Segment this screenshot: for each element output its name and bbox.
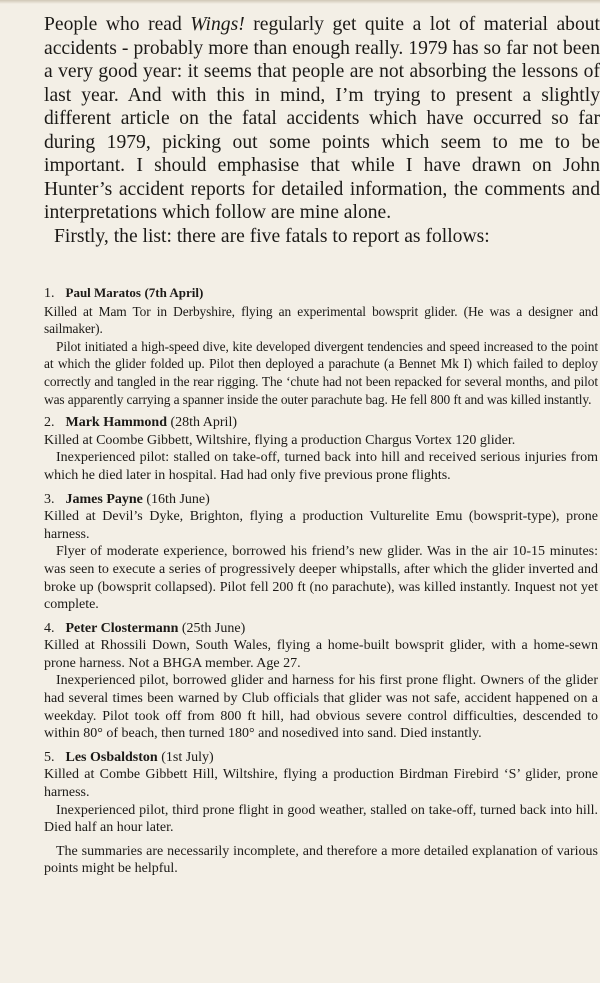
- accident-date: (7th April): [144, 285, 204, 300]
- accident-number: 4.: [44, 620, 55, 636]
- accident-date: (1st July): [161, 749, 214, 765]
- accident-heading: [44, 749, 598, 767]
- accident-heading: [44, 620, 598, 638]
- magazine-title: Wings!: [190, 14, 245, 35]
- accident-location: Killed at Coombe Gibbett, Wiltshire, flying a production Chargus Vortex 120 glider.: [44, 432, 516, 448]
- list-lead-sentence: Firstly, the list: there are five fatals to report as follows:: [54, 225, 490, 247]
- accident-heading: [44, 284, 598, 303]
- accident-location: Killed at Combe Gibbett Hill, Wiltshire, flying a production Birdman Firebird ‘S’ glider, prone harness.: [44, 767, 598, 801]
- accident-list: [44, 284, 598, 878]
- accident-detail: Inexperienced pilot: stalled on take-off, turned back into hill and received serious injuries from which he died later in hospital. Had had only five previous prone flights.: [44, 450, 598, 483]
- accident-detail: Flyer of moderate experience, borrowed his friend’s new glider. Was in the air 10-15 minutes: was seen to execute a series of progressively deeper whipstalls, after which the glider inverted and broke up (bowsprit collapsed). Pilot fell 200 ft (no parachute), was killed instantly. Inquest not yet complete.: [44, 544, 598, 613]
- accident-date: (25th June): [181, 620, 246, 636]
- accident-date: (16th June): [146, 491, 210, 507]
- accident-location: Killed at Devil’s Dyke, Brighton, flying a production Vulturelite Emu (bowsprit-type), prone harness.: [44, 509, 598, 542]
- accident-number: 3.: [44, 491, 55, 507]
- page-edge: [0, 0, 600, 4]
- closing-paragraph: The summaries are necessarily incomplete, and therefore a more detailed explanation of various points might be helpful.: [44, 843, 598, 877]
- accident-number: 1.: [44, 286, 55, 301]
- accident-detail: Inexperienced pilot, borrowed glider and harness for his first prone flight. Owners of the glider had several times been warned by Club officials that glider was not safe, accident happened on a weekday. Pilot took off from 800 ft hill, had obvious severe control difficulties, descended to within 80° of beach, then turned 180° and nosedived into sand. Died instantly.: [44, 673, 598, 742]
- accident-number: 5.: [44, 749, 55, 765]
- accident-entry-1: [44, 284, 598, 408]
- pilot-name: James Payne: [65, 491, 143, 507]
- accident-location: Killed at Mam Tor in Derbyshire, flying an experimental bowsprit glider. (He was a designer and sailmaker).: [44, 303, 598, 337]
- accident-detail: Inexperienced pilot, third prone flight in good weather, stalled on take-off, turned back into hill. Died half an hour later.: [44, 802, 598, 836]
- intro-section: [44, 13, 600, 248]
- intro-text-rest: regularly get quite a lot of material about accidents - probably more than enough really. 1979 has so far not been a very good year: it seems that people are not absorbing the lessons of last year. And with this in mind, I’m trying to present a slightly different article on the fatal accidents which have occurred so far during 1979, picking out some points which seem to me to be important. I should emphasise that while I have drawn on John Hunter’s accident reports for detailed information, the comments and interpretations which follow are mine alone.: [44, 14, 600, 223]
- pilot-name: Mark Hammond: [65, 415, 167, 431]
- accident-entry-3: [44, 491, 598, 614]
- accident-number: 2.: [44, 415, 55, 431]
- accident-heading: [44, 491, 598, 509]
- accident-entry-5: [44, 749, 598, 837]
- intro-paragraph: [44, 13, 600, 225]
- accident-heading: [44, 414, 598, 432]
- accident-entry-2: [44, 414, 598, 484]
- pilot-name: Paul Maratos: [65, 285, 141, 300]
- pilot-name: Peter Clostermann: [65, 620, 179, 636]
- pilot-name: Les Osbaldston: [65, 749, 158, 765]
- accident-entry-4: [44, 620, 598, 743]
- accident-location: Killed at Rhossili Down, South Wales, flying a home-built bowsprit glider, with a home-sewn prone harness. Not a BHGA member. Age 27.: [44, 638, 598, 671]
- intro-text-start: People who read: [44, 14, 191, 35]
- accident-detail: Pilot initiated a high-speed dive, kite developed divergent tendencies and speed increased to the point at which the glider folded up. Pilot then deployed a parachute (a Bennet Mk I) which failed to deploy correctly and tangled in the rear rigging. The ‘chute had not been repacked for several months, and pilot was apparently carrying a spanner inside the outer parachute bag. He fell 800 ft and was killed instantly.: [44, 338, 598, 407]
- accident-date: (28th April): [170, 415, 237, 431]
